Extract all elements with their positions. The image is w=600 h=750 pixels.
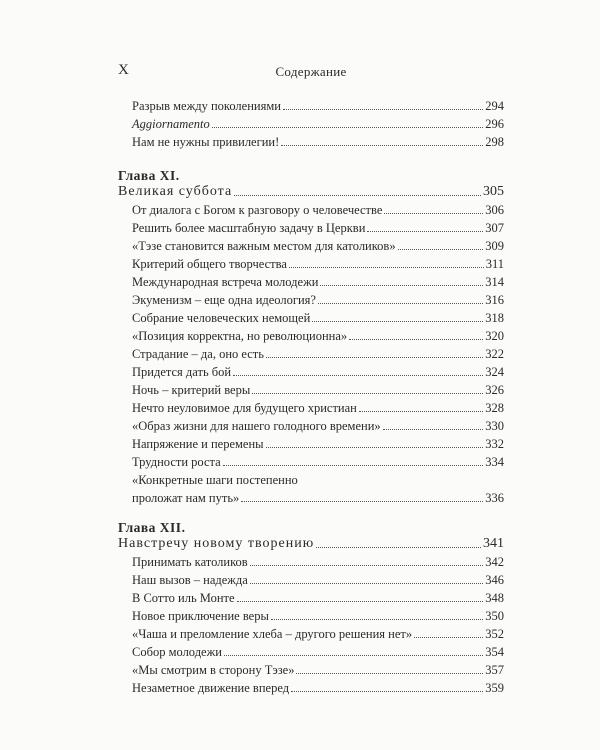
toc-entry: Трудности роста 334 [132,455,504,469]
toc-entry: Наш вызов – надежда 346 [132,573,504,587]
toc-entry: «Мы смотрим в сторону Тэзе» 357 [132,663,504,677]
running-title: Содержание [275,64,347,79]
toc-entry: В Сотто иль Монте 348 [132,591,504,605]
toc-entry: Решить более масштабную задачу в Церкви 307 [132,221,504,235]
toc-entry: Придется дать бой 324 [132,365,504,379]
toc-entry: Aggiornamento 296 [132,117,504,131]
toc-entry: От диалога с Богом к разговору о человечестве 306 [132,203,504,217]
toc-entry: «Позиция корректна, но революционна» 320 [132,329,504,343]
chapter-label: Глава XI. [118,168,180,183]
chapter-title-entry: Великая суббота 305 [118,184,504,199]
toc-entry: «Чаша и преломление хлеба – другого решения нет» 352 [132,627,504,641]
toc-entry: Международная встреча молодежи 314 [132,275,504,289]
toc-entry-first-line: «Конкретные шаги постепенно [132,473,298,487]
chapter-title-entry: Навстречу новому творению 341 [118,536,504,551]
toc-entry: Собрание человеческих немощей 318 [132,311,504,325]
page-number: X [118,62,130,78]
toc-entry: Принимать католиков 342 [132,555,504,569]
toc-entry: Незаметное движение вперед 359 [132,681,504,695]
toc-entry: «Тэзе становится важным местом для католиков» 309 [132,239,504,253]
toc-entry: Экуменизм – еще одна идеология? 316 [132,293,504,307]
toc-entry: Нечто неуловимое для будущего христиан 328 [132,401,504,415]
toc-entry: Страдание – да, оно есть 322 [132,347,504,361]
toc-entry: Нам не нужны привилегии! 298 [132,135,504,149]
toc-entry: «Образ жизни для нашего голодного времени» 330 [132,419,504,433]
toc-entry: Ночь – критерий веры 326 [132,383,504,397]
page-header [118,62,504,82]
toc-entry: Напряжение и перемены 332 [132,437,504,451]
toc-entry: Критерий общего творчества 311 [132,257,504,271]
toc-entry: Новое приключение веры 350 [132,609,504,623]
chapter-label: Глава XII. [118,520,186,535]
toc-entry: Разрыв между поколениями 294 [132,99,504,113]
toc-entry: Собор молодежи 354 [132,645,504,659]
toc-entry: проложат нам путь» 336 [132,491,504,505]
